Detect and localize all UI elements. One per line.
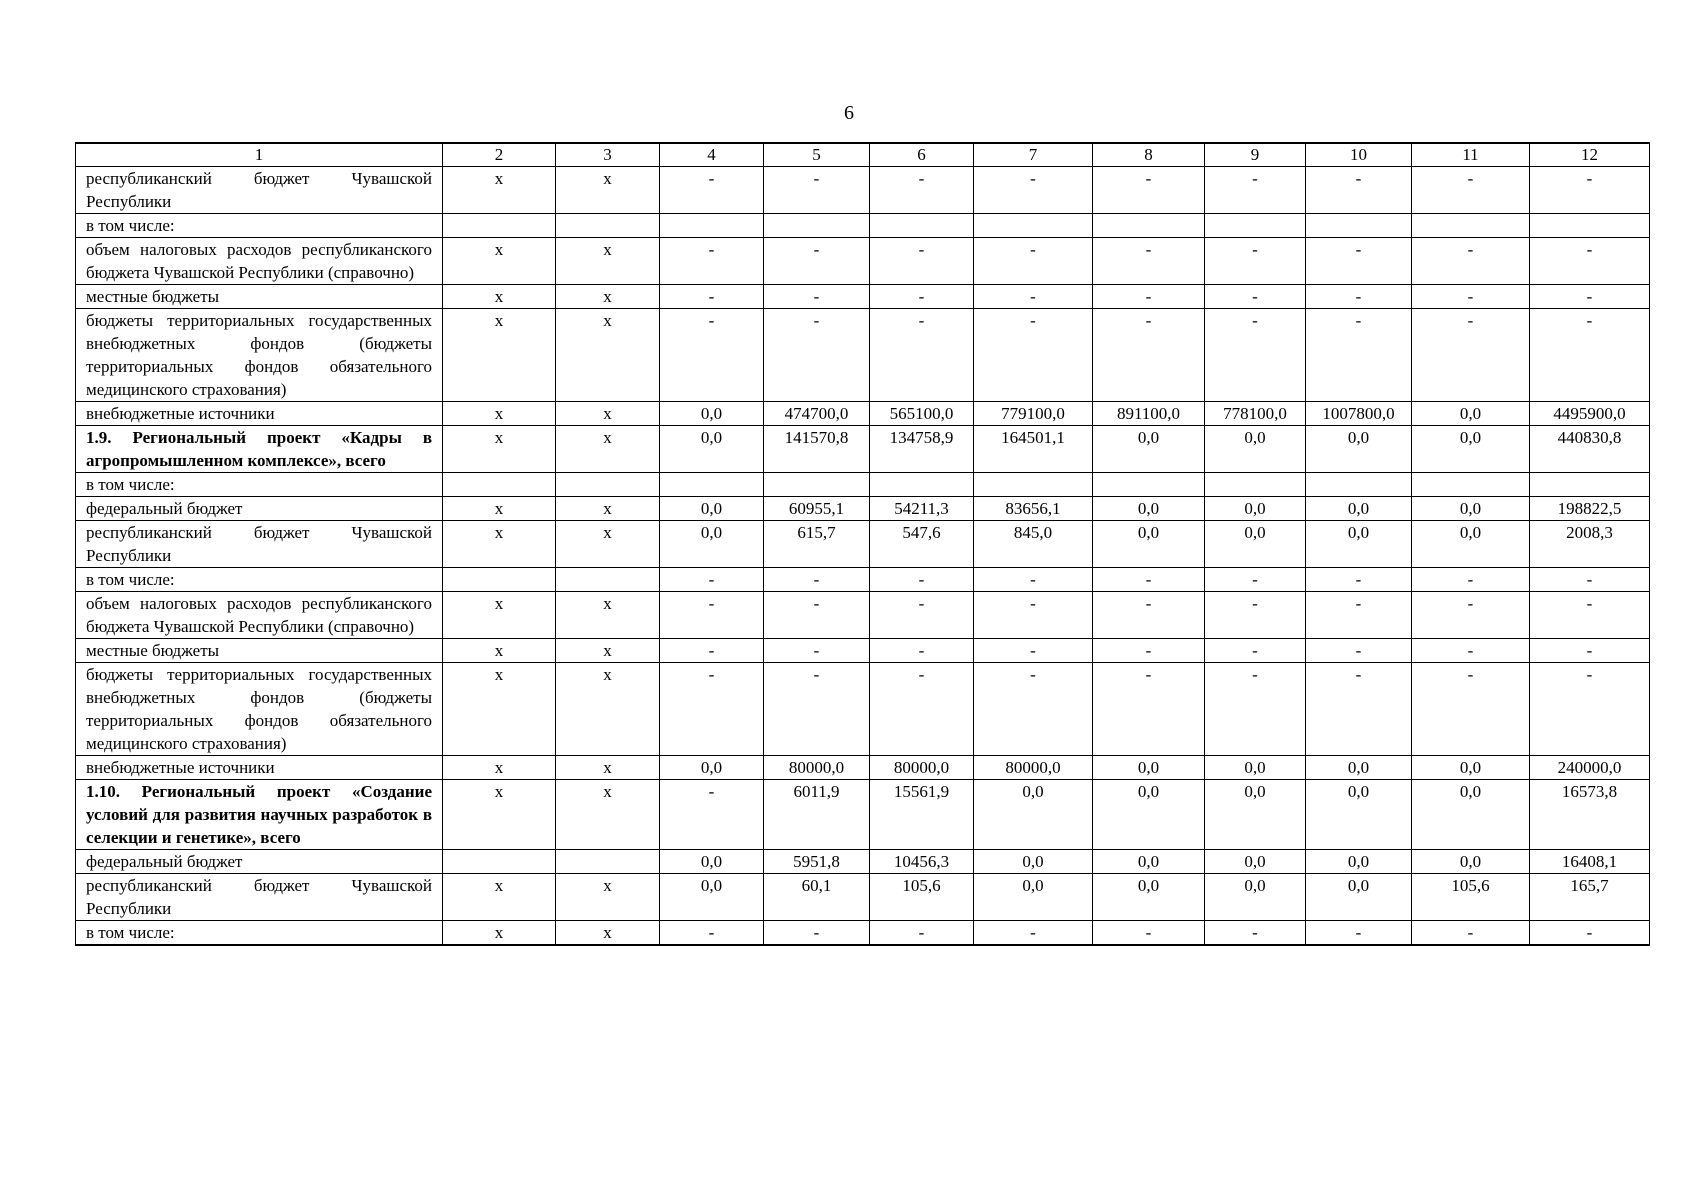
- column-number-header: 8: [1093, 143, 1205, 167]
- column-number-header: 9: [1205, 143, 1306, 167]
- table-cell: х: [443, 756, 556, 780]
- table-row: [76, 167, 1650, 214]
- table-cell: -: [870, 309, 974, 402]
- table-cell: 54211,3: [870, 497, 974, 521]
- table-cell: [870, 473, 974, 497]
- table-cell: 0,0: [974, 874, 1093, 921]
- table-row: [76, 639, 1650, 663]
- table-cell: [443, 568, 556, 592]
- table-cell: -: [1530, 592, 1650, 639]
- table-cell: х: [556, 497, 660, 521]
- table-row: [76, 426, 1650, 473]
- table-cell: -: [974, 309, 1093, 402]
- table-cell: 440830,8: [1530, 426, 1650, 473]
- table-cell: -: [870, 285, 974, 309]
- table-cell: -: [870, 592, 974, 639]
- table-cell: -: [974, 238, 1093, 285]
- table-cell: -: [660, 238, 764, 285]
- row-label: объем налоговых расходов республиканского бюджета Чувашской Республики (справочно): [76, 238, 443, 285]
- table-cell: 15561,9: [870, 780, 974, 850]
- budget-table: [75, 142, 1650, 946]
- table-cell: -: [1412, 592, 1530, 639]
- table-row: [76, 663, 1650, 756]
- table-cell: -: [660, 592, 764, 639]
- table-cell: 547,6: [870, 521, 974, 568]
- row-label: внебюджетные источники: [76, 756, 443, 780]
- table-cell: -: [660, 639, 764, 663]
- table-cell: 0,0: [1412, 521, 1530, 568]
- column-number-header: 2: [443, 143, 556, 167]
- table-row: [76, 756, 1650, 780]
- table-cell: -: [1412, 285, 1530, 309]
- table-cell: -: [1530, 568, 1650, 592]
- table-cell: [1205, 473, 1306, 497]
- table-cell: -: [1205, 639, 1306, 663]
- table-cell: х: [443, 426, 556, 473]
- table-cell: 165,7: [1530, 874, 1650, 921]
- table-cell: 198822,5: [1530, 497, 1650, 521]
- table-cell: -: [1306, 167, 1412, 214]
- table-cell: 0,0: [1306, 780, 1412, 850]
- table-cell: 0,0: [1412, 850, 1530, 874]
- table-cell: -: [974, 568, 1093, 592]
- table-cell: -: [764, 568, 870, 592]
- table-cell: 565100,0: [870, 402, 974, 426]
- row-label: бюджеты территориальных государственных внебюджетных фондов (бюджеты территориальных фондов обязательного медицинского страхования): [76, 663, 443, 756]
- table-cell: 0,0: [1412, 780, 1530, 850]
- table-cell: 0,0: [1205, 756, 1306, 780]
- table-cell: х: [443, 402, 556, 426]
- table-cell: х: [556, 309, 660, 402]
- row-label: республиканский бюджет Чувашской Республики: [76, 874, 443, 921]
- table-cell: -: [764, 238, 870, 285]
- table-row: [76, 521, 1650, 568]
- table-cell: 0,0: [660, 521, 764, 568]
- table-cell: -: [764, 309, 870, 402]
- table-cell: х: [556, 167, 660, 214]
- table-cell: х: [443, 592, 556, 639]
- table-cell: -: [1412, 238, 1530, 285]
- table-cell: х: [556, 663, 660, 756]
- table-cell: х: [556, 639, 660, 663]
- table-cell: -: [1205, 663, 1306, 756]
- row-label: 1.10. Региональный проект «Создание условий для развития научных разработок в селекции и генетике», всего: [76, 780, 443, 850]
- table-cell: -: [1306, 568, 1412, 592]
- table-cell: -: [1093, 285, 1205, 309]
- table-row: [76, 473, 1650, 497]
- table-cell: х: [443, 497, 556, 521]
- table-cell: 0,0: [1205, 426, 1306, 473]
- table-cell: [1093, 214, 1205, 238]
- table-cell: х: [556, 874, 660, 921]
- table-cell: 0,0: [1412, 497, 1530, 521]
- table-cell: 0,0: [660, 756, 764, 780]
- row-label: федеральный бюджет: [76, 850, 443, 874]
- table-cell: -: [1412, 639, 1530, 663]
- table-cell: х: [443, 309, 556, 402]
- table-cell: 0,0: [1306, 850, 1412, 874]
- table-cell: -: [660, 285, 764, 309]
- table-cell: 0,0: [1093, 756, 1205, 780]
- table-cell: 779100,0: [974, 402, 1093, 426]
- table-cell: -: [1306, 238, 1412, 285]
- table-cell: х: [443, 663, 556, 756]
- table-cell: 0,0: [660, 850, 764, 874]
- table-cell: 1007800,0: [1306, 402, 1412, 426]
- table-cell: -: [974, 592, 1093, 639]
- table-cell: 0,0: [1093, 780, 1205, 850]
- table-cell: 845,0: [974, 521, 1093, 568]
- page-number: 6: [844, 102, 854, 124]
- table-cell: 141570,8: [764, 426, 870, 473]
- table-cell: х: [556, 780, 660, 850]
- table-cell: х: [556, 921, 660, 946]
- table-cell: х: [556, 756, 660, 780]
- table-cell: 2008,3: [1530, 521, 1650, 568]
- table-cell: [870, 214, 974, 238]
- column-number-header: 3: [556, 143, 660, 167]
- table-cell: х: [443, 521, 556, 568]
- table-row: [76, 497, 1650, 521]
- table-cell: -: [764, 167, 870, 214]
- table-cell: -: [1412, 921, 1530, 946]
- table-cell: [660, 473, 764, 497]
- table-cell: [443, 473, 556, 497]
- row-label: в том числе:: [76, 214, 443, 238]
- table-cell: -: [1530, 167, 1650, 214]
- table-cell: -: [1205, 592, 1306, 639]
- table-cell: х: [556, 426, 660, 473]
- row-label: бюджеты территориальных государственных внебюджетных фондов (бюджеты территориальных фондов обязательного медицинского страхования): [76, 309, 443, 402]
- table-cell: [764, 473, 870, 497]
- table-cell: -: [1412, 568, 1530, 592]
- table-cell: 0,0: [1205, 874, 1306, 921]
- table-cell: -: [870, 167, 974, 214]
- table-cell: 80000,0: [764, 756, 870, 780]
- table-row: [76, 921, 1650, 946]
- column-number-header: 7: [974, 143, 1093, 167]
- table-cell: -: [1412, 167, 1530, 214]
- table-row: [76, 568, 1650, 592]
- table-cell: -: [660, 663, 764, 756]
- table-body: [76, 143, 1650, 945]
- table-cell: -: [1205, 238, 1306, 285]
- table-cell: -: [1205, 309, 1306, 402]
- table-cell: 164501,1: [974, 426, 1093, 473]
- row-label: местные бюджеты: [76, 285, 443, 309]
- table-cell: -: [1412, 309, 1530, 402]
- table-cell: [1205, 214, 1306, 238]
- table-cell: -: [1093, 639, 1205, 663]
- column-number-header: 10: [1306, 143, 1412, 167]
- table-cell: -: [1530, 309, 1650, 402]
- table-cell: -: [870, 663, 974, 756]
- table-cell: -: [1205, 167, 1306, 214]
- table-cell: [974, 214, 1093, 238]
- row-label: 1.9. Региональный проект «Кадры в агропромышленном комплексе», всего: [76, 426, 443, 473]
- table-cell: 0,0: [1093, 497, 1205, 521]
- table-cell: -: [1530, 238, 1650, 285]
- table-cell: [1412, 473, 1530, 497]
- table-cell: -: [1093, 568, 1205, 592]
- table-cell: [443, 850, 556, 874]
- row-label: республиканский бюджет Чувашской Республики: [76, 167, 443, 214]
- table-cell: 0,0: [660, 874, 764, 921]
- table-cell: -: [974, 663, 1093, 756]
- table-cell: 105,6: [1412, 874, 1530, 921]
- table-cell: х: [556, 592, 660, 639]
- table-cell: 891100,0: [1093, 402, 1205, 426]
- table-cell: [443, 214, 556, 238]
- table-cell: -: [660, 309, 764, 402]
- table-cell: 134758,9: [870, 426, 974, 473]
- table-cell: 615,7: [764, 521, 870, 568]
- table-cell: -: [764, 921, 870, 946]
- table-cell: 240000,0: [1530, 756, 1650, 780]
- table-cell: -: [870, 568, 974, 592]
- table-cell: [556, 850, 660, 874]
- table-cell: -: [1205, 285, 1306, 309]
- table-cell: 474700,0: [764, 402, 870, 426]
- table-cell: -: [1306, 639, 1412, 663]
- table-cell: [660, 214, 764, 238]
- row-label: местные бюджеты: [76, 639, 443, 663]
- table-cell: 0,0: [1412, 756, 1530, 780]
- table-cell: -: [764, 285, 870, 309]
- table-cell: -: [1306, 921, 1412, 946]
- table-cell: [1093, 473, 1205, 497]
- table-cell: [1530, 473, 1650, 497]
- table-cell: 0,0: [974, 850, 1093, 874]
- table-cell: 0,0: [1306, 426, 1412, 473]
- table-cell: х: [443, 167, 556, 214]
- table-header-row: [76, 143, 1650, 167]
- table-cell: -: [764, 663, 870, 756]
- table-cell: [556, 568, 660, 592]
- table-cell: 0,0: [1093, 521, 1205, 568]
- table-cell: -: [974, 639, 1093, 663]
- column-number-header: 1: [76, 143, 443, 167]
- table-cell: 80000,0: [974, 756, 1093, 780]
- table-cell: 0,0: [1205, 497, 1306, 521]
- table-cell: 10456,3: [870, 850, 974, 874]
- table-cell: -: [1093, 592, 1205, 639]
- table-cell: 60,1: [764, 874, 870, 921]
- table-cell: х: [443, 780, 556, 850]
- table-cell: [556, 473, 660, 497]
- column-number-header: 5: [764, 143, 870, 167]
- table-cell: -: [1306, 309, 1412, 402]
- table-cell: -: [974, 285, 1093, 309]
- row-label: федеральный бюджет: [76, 497, 443, 521]
- table-row: [76, 214, 1650, 238]
- table-cell: -: [870, 639, 974, 663]
- table-cell: 0,0: [1205, 850, 1306, 874]
- table-cell: -: [660, 780, 764, 850]
- table-cell: [1306, 214, 1412, 238]
- row-label: в том числе:: [76, 568, 443, 592]
- table-cell: -: [1093, 238, 1205, 285]
- table-cell: 4495900,0: [1530, 402, 1650, 426]
- table-cell: -: [1306, 592, 1412, 639]
- table-cell: [1412, 214, 1530, 238]
- table-row: [76, 874, 1650, 921]
- table-row: [76, 402, 1650, 426]
- table-cell: х: [556, 238, 660, 285]
- table-cell: [556, 214, 660, 238]
- table-cell: 0,0: [660, 402, 764, 426]
- table-cell: -: [660, 167, 764, 214]
- table-row: [76, 850, 1650, 874]
- table-cell: -: [1093, 309, 1205, 402]
- table-cell: х: [556, 402, 660, 426]
- table-cell: х: [556, 521, 660, 568]
- column-number-header: 4: [660, 143, 764, 167]
- table-cell: 0,0: [1306, 497, 1412, 521]
- table-row: [76, 780, 1650, 850]
- table-cell: 16573,8: [1530, 780, 1650, 850]
- column-number-header: 6: [870, 143, 974, 167]
- table-cell: 0,0: [1306, 521, 1412, 568]
- table-cell: 5951,8: [764, 850, 870, 874]
- table-cell: -: [1412, 663, 1530, 756]
- table-cell: х: [443, 921, 556, 946]
- row-label: в том числе:: [76, 921, 443, 946]
- table-cell: 0,0: [1306, 756, 1412, 780]
- table-cell: -: [870, 238, 974, 285]
- table-cell: -: [1530, 639, 1650, 663]
- table-cell: х: [443, 874, 556, 921]
- table-row: [76, 592, 1650, 639]
- column-number-header: 11: [1412, 143, 1530, 167]
- table-cell: 0,0: [1412, 426, 1530, 473]
- table-cell: 0,0: [1093, 850, 1205, 874]
- table-cell: -: [1306, 663, 1412, 756]
- table-cell: -: [1306, 285, 1412, 309]
- table-cell: -: [764, 639, 870, 663]
- table-cell: -: [974, 921, 1093, 946]
- table-cell: [764, 214, 870, 238]
- table-cell: [1530, 214, 1650, 238]
- table-cell: -: [1530, 663, 1650, 756]
- table-cell: 0,0: [1205, 780, 1306, 850]
- table-cell: -: [764, 592, 870, 639]
- table-cell: 0,0: [1093, 426, 1205, 473]
- table-cell: 0,0: [974, 780, 1093, 850]
- table-cell: 0,0: [1412, 402, 1530, 426]
- row-label: внебюджетные источники: [76, 402, 443, 426]
- row-label: объем налоговых расходов республиканского бюджета Чувашской Республики (справочно): [76, 592, 443, 639]
- table-cell: -: [870, 921, 974, 946]
- table-cell: -: [1093, 921, 1205, 946]
- column-number-header: 12: [1530, 143, 1650, 167]
- table-row: [76, 309, 1650, 402]
- row-label: республиканский бюджет Чувашской Республики: [76, 521, 443, 568]
- table-cell: -: [1205, 921, 1306, 946]
- table-cell: х: [443, 285, 556, 309]
- table-cell: х: [443, 238, 556, 285]
- table-cell: -: [974, 167, 1093, 214]
- table-cell: [974, 473, 1093, 497]
- table-cell: -: [1093, 663, 1205, 756]
- table-cell: [1306, 473, 1412, 497]
- table-cell: 16408,1: [1530, 850, 1650, 874]
- table-cell: х: [556, 285, 660, 309]
- table-cell: 80000,0: [870, 756, 974, 780]
- table-cell: 0,0: [1093, 874, 1205, 921]
- table-row: [76, 285, 1650, 309]
- table-cell: -: [1530, 285, 1650, 309]
- table-row: [76, 238, 1650, 285]
- table-cell: -: [1093, 167, 1205, 214]
- table-cell: 105,6: [870, 874, 974, 921]
- table-cell: -: [1205, 568, 1306, 592]
- table-cell: 0,0: [660, 426, 764, 473]
- table-cell: -: [660, 921, 764, 946]
- table-cell: 6011,9: [764, 780, 870, 850]
- table-cell: 0,0: [1205, 521, 1306, 568]
- table-cell: -: [1530, 921, 1650, 946]
- row-label: в том числе:: [76, 473, 443, 497]
- table-cell: 0,0: [660, 497, 764, 521]
- table-cell: 0,0: [1306, 874, 1412, 921]
- table-cell: 778100,0: [1205, 402, 1306, 426]
- table-cell: х: [443, 639, 556, 663]
- table-cell: 83656,1: [974, 497, 1093, 521]
- table-cell: 60955,1: [764, 497, 870, 521]
- table-cell: -: [660, 568, 764, 592]
